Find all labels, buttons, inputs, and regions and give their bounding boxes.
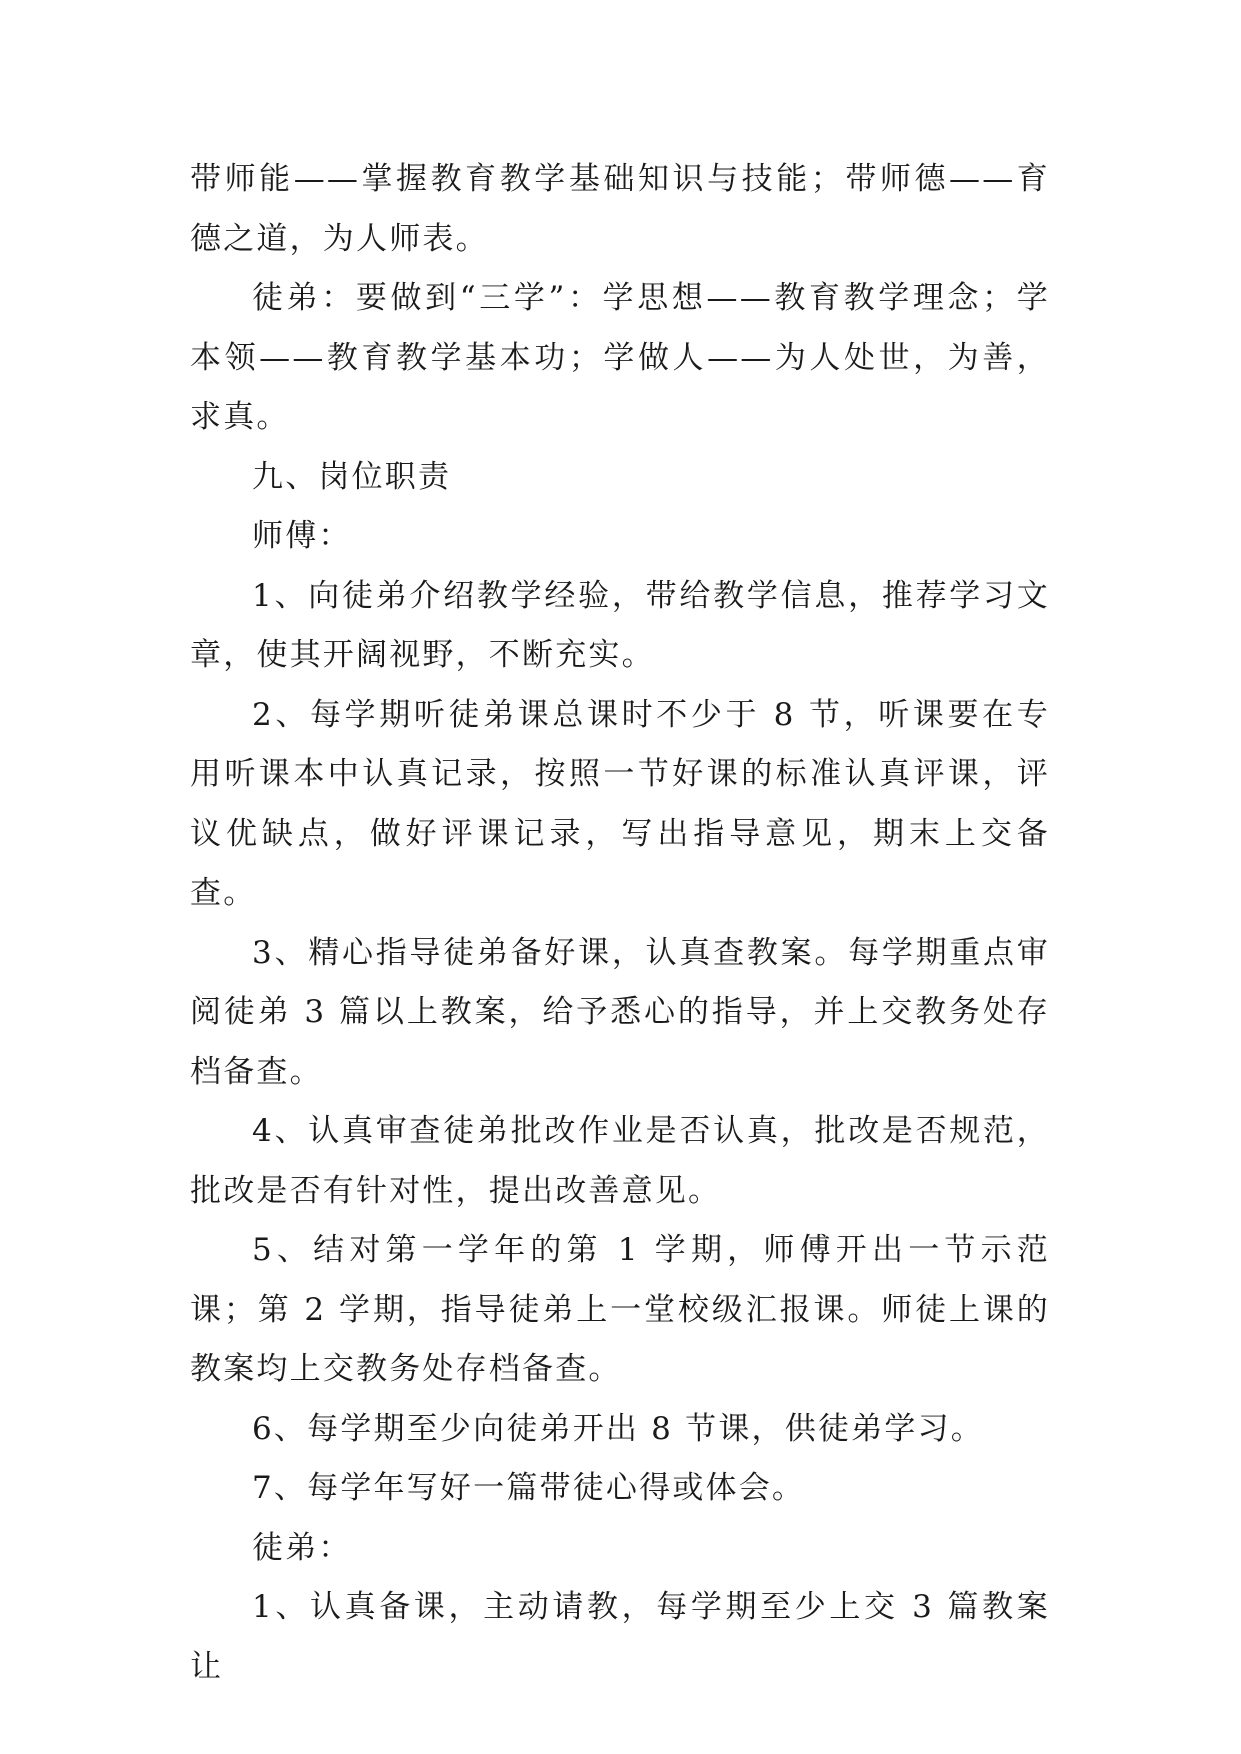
subheading-apprentice: 徒弟： [252, 1529, 352, 1566]
master-duty-4: 4、认真审查徒弟批改作业是否认真，批改是否规范，批改是否有针对性，提出改善意见。 [190, 1113, 1050, 1209]
master-duty-1: 1、向徒弟介绍教学经验，带给教学信息，推荐学习文章，使其开阔视野，不断充实。 [190, 577, 1050, 673]
master-duty-2: 2、每学期听徒弟课总课时不少于 8 节，听课要在专用听课本中认真记录，按照一节好课的标准认真评课，评议优缺点，做好评课记录，写出指导意见，期末上交备查。 [190, 696, 1050, 911]
master-duty-3: 3、精心指导徒弟备好课，认真查教案。每学期重点审阅徒弟 3 篇以上教案，给予悉心的指导，并上交教务处存档备查。 [190, 934, 1050, 1090]
subheading-master: 师傅： [252, 518, 352, 554]
apprentice-duty-1: 1、认真备课，主动请教，每学期至少上交 3 篇教案让 [190, 1589, 1050, 1685]
section-heading-duties: 九、岗位职责 [252, 458, 452, 495]
master-duty-6: 6、每学期至少向徒弟开出 8 节课，供徒弟学习。 [252, 1410, 984, 1447]
paragraph-apprentice-three-learn: 徒弟：要做到“三学”：学思想——教育教学理念；学本领——教育教学基本功；学做人——为人处世，为善，求真。 [190, 280, 1050, 435]
master-duty-7: 7、每学年写好一篇带徒心得或体会。 [252, 1470, 806, 1506]
master-duty-5: 5、结对第一学年的第 1 学期，师傅开出一节示范课；第 2 学期，指导徒弟上一堂校级汇报课。师徒上课的教案均上交教务处存档备查。 [190, 1232, 1050, 1387]
paragraph-teacher-skills: 带师能——掌握教育教学基础知识与技能；带师德——育德之道，为人师表。 [190, 161, 1050, 257]
document-body [190, 150, 1050, 1697]
